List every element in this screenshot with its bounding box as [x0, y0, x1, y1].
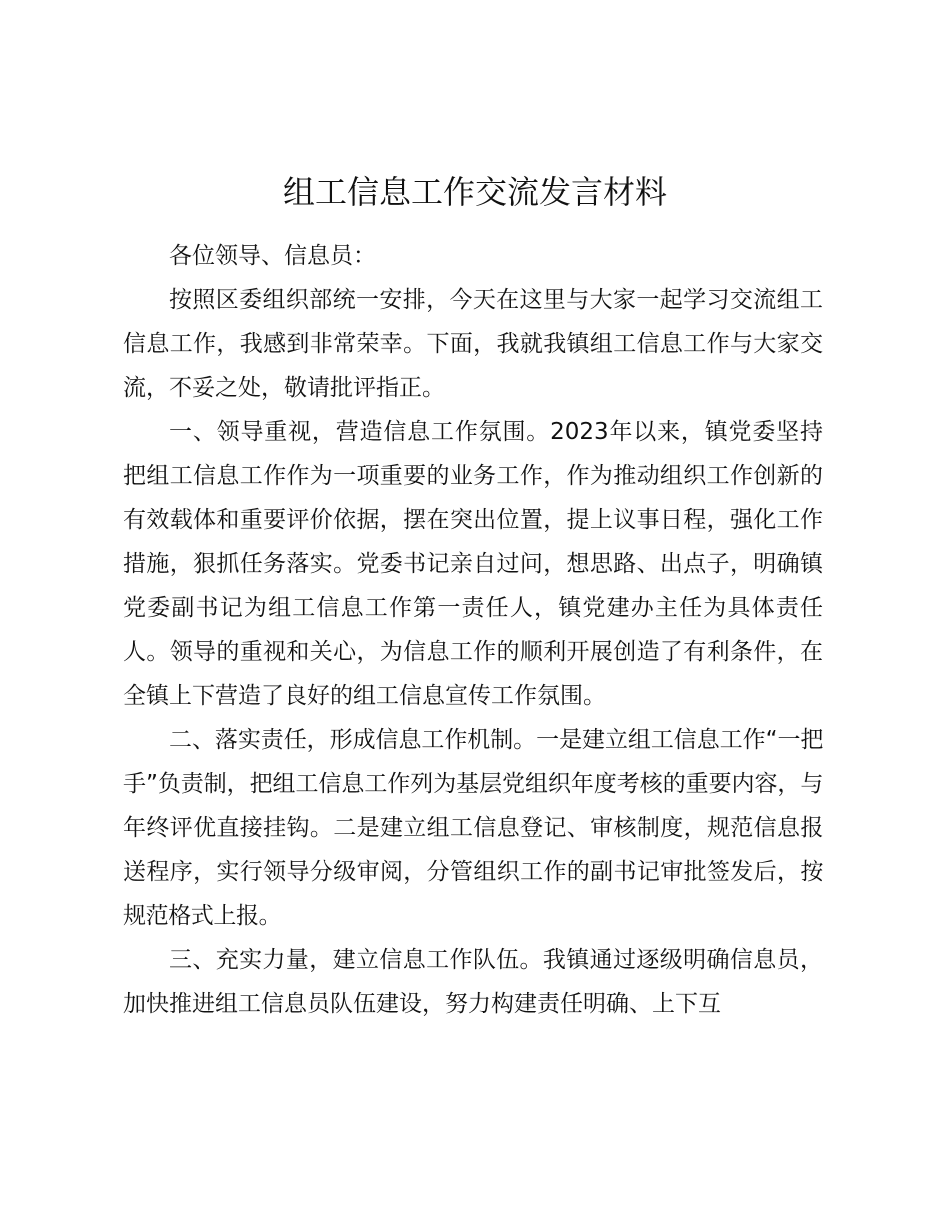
document-body	[123, 234, 823, 1026]
section-3-paragraph: 三、充实力量，建立信息工作队伍。我镇通过逐级明确信息员，加快推进组工信息员队伍建设，努力构建责任明确、上下互	[123, 947, 823, 1017]
document-title: 组工信息工作交流发言材料	[282, 173, 667, 211]
greeting-paragraph: 各位领导、信息员：	[169, 243, 376, 269]
intro-paragraph: 按照区委组织部统一安排，今天在这里与大家一起学习交流组工信息工作，我感到非常荣幸。下面，我就我镇组工信息工作与大家交流，不妥之处，敬请批评指正。	[123, 287, 823, 401]
section-2-paragraph: 二、落实责任，形成信息工作机制。一是建立组工信息工作“一把手”负责制，把组工信息工作列为基层党组织年度考核的重要内容，与年终评优直接挂钩。二是建立组工信息登记、审核制度，规范信息报送程序，实行领导分级审阅，分管组织工作的副书记审批签发后，按规范格式上报。	[123, 727, 823, 929]
section-1-paragraph: 一、领导重视，营造信息工作氛围。2023年以来，镇党委坚持把组工信息工作作为一项重要的业务工作，作为推动组织工作创新的有效载体和重要评价依据，摆在突出位置，提上议事日程，强化工作措施，狠抓任务落实。党委书记亲自过问，想思路、出点子，明确镇党委副书记为组工信息工作第一责任人，镇党建办主任为具体责任人。领导的重视和关心，为信息工作的顺利开展创造了有利条件，在全镇上下营造了良好的组工信息宣传工作氛围。	[123, 419, 823, 709]
